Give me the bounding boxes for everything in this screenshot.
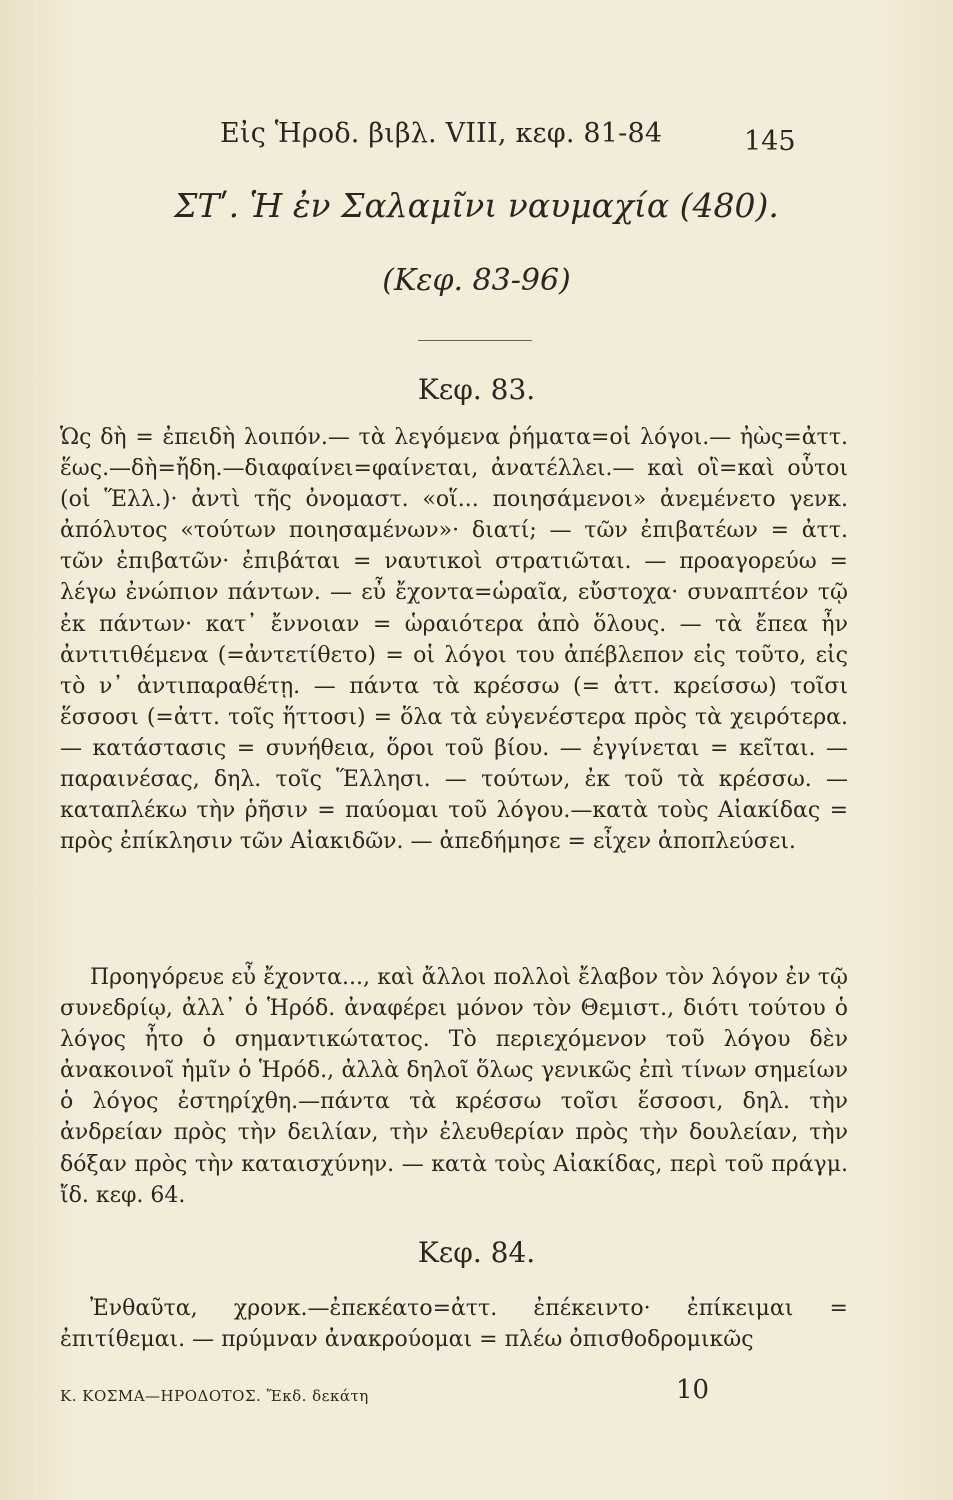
section-title: ΣΤʹ. Ἡ ἐν Σαλαμῖνι ναυμαχία (480). [174,186,779,225]
chapter-84-glosses [60,1293,848,1355]
chapter-83-heading: Κεφ. 83. [417,373,536,406]
chapter-84-paragraph: Ἐνθαῦτα, χρονκ.—ἐπεκέατο=ἀττ. ἐπέκειντο· ἐπίκειμαι = ἐπιτίθεμαι. — πρύμναν ἀνακρούομαι = πλέω ὀπισθοδρομικῶς [60,1296,848,1353]
page-number: 145 [744,126,796,157]
chapter-83-commentary [60,962,848,1211]
separator-rule [418,340,532,341]
section-subtitle: (Κεφ. 83-96) [382,263,571,298]
running-head: Εἰς Ἡροδ. βιβλ. VIII, κεφ. 81-84 [220,118,663,149]
sheet-number: 10 [676,1375,710,1405]
commentary-paragraph: Προηγόρευε εὖ ἔχοντα..., καὶ ἄλλοι πολλοὶ ἔλαβον τὸν λόγον ἐν τῷ συνεδρίῳ, ἀλλ᾽ ὁ Ἡρόδ. ἀναφέρει μόνον τὸν Θεμιστ., διότι τούτου ὁ λόγος ἦτο ὁ σημαντικώτατος. Τὸ περιεχόμενον τοῦ λόγου δὲν ἀνακοινοῖ ἡμῖν ὁ Ἡρόδ., ἀλλὰ δηλοῖ ὅλως γενικῶς ἐπὶ τίνων σημείων ὁ λόγος ἐστηρίχθη.—πάντα τὰ κρέσσω τοῖσι ἕσσοσι, δηλ. τὴν ἀνδρείαν πρὸς τὴν δειλίαν, τὴν ἐλευθερίαν πρὸς τὴν δουλείαν, τὴν δόξαν πρὸς τὴν καταισχύνην. — κατὰ τοὺς Αἰακίδας, περὶ τοῦ πράγμ. ἴδ. κεφ. 64. [60,965,848,1208]
chapter-83-glosses [60,422,848,857]
printer-signature: Κ. ΚΟΣΜΑ—ΗΡΟΔΟΤΟΣ. Ἔκδ. δεκάτη [60,1387,369,1405]
gloss-paragraph: Ὡς δὴ = ἐπειδὴ λοιπόν.— τὰ λεγόμενα ῥήματα=οἱ λόγοι.— ἠὼς=ἀττ. ἕως.—δὴ=ἤδη.—διαφαίνει=φαίνεται, ἀνατέλλει.— καὶ οἳ=καὶ οὗτοι (οἱ Ἕλλ.)· ἀντὶ τῆς ὀνομαστ. «οἵ... ποιησάμενοι» ἀνεμένετο γενκ. ἀπόλυτος «τούτων ποιησαμένων»· διατί; — τῶν ἐπιβατέων = ἀττ. τῶν ἐπιβατῶν· ἐπιβάται = ναυτικοὶ στρατιῶται. — προαγορεύω = λέγω ἐνώπιον πάντων. — εὖ ἔχοντα=ὡραῖα, εὔστοχα· συναπτέον τῷ ἐκ πάντων· κατ᾽ ἔννοιαν = ὡραιότερα ἀπὸ ὅλους. — τὰ ἔπεα ἦν ἀντιτιθέμενα (=ἀντετίθετο) = οἱ λόγοι του ἀπέβλεπον εἰς τοῦτο, εἰς τὸ ν᾽ ἀντιπαραθέτῃ. — πάντα τὰ κρέσσω (= ἀττ. κρείσσω) τοῖσι ἕσσοσι (=ἀττ. τοῖς ἥττοσι) = ὅλα τὰ εὐγενέστερα πρὸς τὰ χειρότερα.— κατάστασις = συνήθεια, ὅροι τοῦ βίου. — ἐγγίνεται = κεῖται. — παραινέσας, δηλ. τοῖς Ἕλλησι. — τούτων, ἐκ τοῦ τὰ κρέσσω. — καταπλέκω τὴν ῥῆσιν = παύομαι τοῦ λόγου.—κατὰ τοὺς Αἰακίδας = πρὸς ἐπίκλησιν τῶν Αἰακιδῶν. — ἀπεδήμησε = εἶχεν ἀποπλεύσει. [60,425,848,855]
chapter-84-heading: Κεφ. 84. [417,1236,536,1269]
